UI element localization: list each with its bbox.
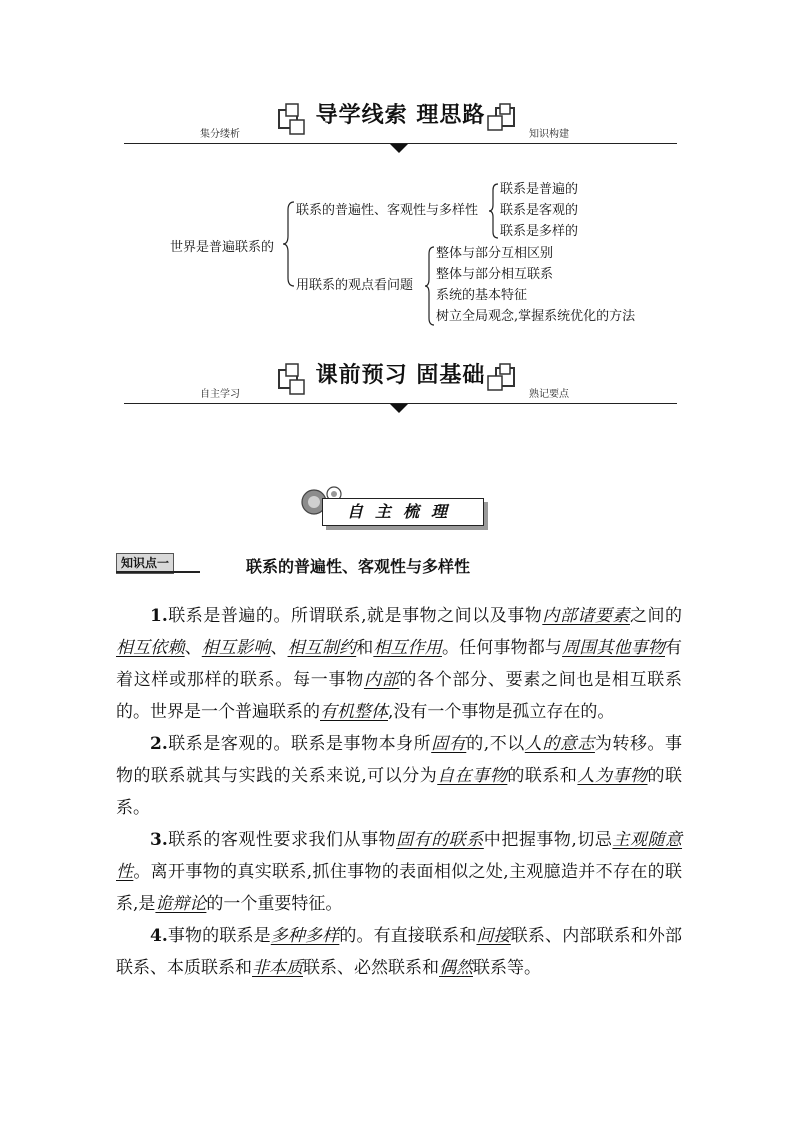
paragraph-text: 和 xyxy=(356,638,374,658)
answer-blank: 人的意志 xyxy=(524,734,595,754)
answer-blank: 固有的联系 xyxy=(396,830,484,850)
paragraph-3 xyxy=(116,824,682,920)
knowledge-point-rule xyxy=(116,571,200,573)
paragraph-text: 联系、必然联系和 xyxy=(303,958,439,978)
paragraph-text: ,没有一个事物是孤立存在的。 xyxy=(388,702,615,722)
answer-blank: 偶然 xyxy=(439,958,473,978)
mindmap-root: 世界是普遍联系的 xyxy=(170,240,275,255)
answer-blank: 内部 xyxy=(363,670,400,690)
paragraph-text: 事物的联系是 xyxy=(167,926,271,946)
section-badge-label: 自主梳理 xyxy=(322,498,484,526)
paragraph-text: 、 xyxy=(184,638,202,658)
answer-blank: 自在事物 xyxy=(437,766,508,786)
answer-blank: 多种多样 xyxy=(270,926,340,946)
paragraph-text: 为转移。事物的联系就其与实践的关系来说,可以分为 xyxy=(116,734,683,786)
answer-blank: 间接 xyxy=(476,926,511,946)
banner-left-subtitle: 自主学习 xyxy=(200,389,240,400)
knowledge-point-tag: 知识点一 xyxy=(116,553,174,574)
brace-icon xyxy=(282,200,296,288)
paragraph-text: 有着这样或那样的联系。每一事物 xyxy=(116,638,682,690)
paragraph-text: 的,不以 xyxy=(466,734,525,754)
paragraph-text: 联系等。 xyxy=(473,958,541,978)
item-number: 2. xyxy=(150,734,168,754)
banner-title: 导学线索 理思路 xyxy=(315,103,486,128)
mindmap-branch-label: 联系的普遍性、客观性与多样性 xyxy=(296,203,479,218)
answer-blank: 人为事物 xyxy=(577,766,648,786)
brace-icon xyxy=(488,182,500,240)
body-text xyxy=(116,600,682,984)
paragraph-1 xyxy=(116,600,682,728)
paragraph-text: 联系、内部联系和外部联系、本质联系和 xyxy=(116,926,683,978)
item-number: 1. xyxy=(150,606,168,626)
answer-blank: 相互影响 xyxy=(201,638,271,658)
answer-blank: 内部诸要素 xyxy=(542,606,630,626)
banner-left-subtitle: 集分缕析 xyxy=(200,129,240,140)
answer-blank: 诡辩论 xyxy=(155,894,207,914)
paragraph-text: 的联系和 xyxy=(507,766,578,786)
section-banner-guide xyxy=(124,100,677,150)
answer-blank: 固有 xyxy=(431,734,467,754)
paragraph-text: 中把握事物,切忌 xyxy=(483,830,613,850)
down-triangle-icon xyxy=(390,144,408,153)
paragraph-text: 联系是客观的。联系是事物本身所 xyxy=(167,734,432,754)
square-ornament-icon xyxy=(484,102,518,136)
square-ornament-icon xyxy=(484,362,518,396)
mindmap-leaf: 联系是客观的 xyxy=(500,203,579,218)
paragraph-text: 、 xyxy=(270,638,288,658)
item-number: 3. xyxy=(150,830,168,850)
answer-blank: 相互制约 xyxy=(287,638,357,658)
paragraph-text: 之间的 xyxy=(629,606,683,626)
brace-icon xyxy=(424,245,436,327)
mindmap-leaf: 联系是多样的 xyxy=(500,224,579,239)
paragraph-text: 。离开事物的真实联系,抓住事物的表面相似之处,主观臆造并不存在的联系,是 xyxy=(116,862,682,914)
mindmap-leaf: 系统的基本特征 xyxy=(436,288,528,303)
paragraph-text: 。任何事物都与 xyxy=(441,638,563,658)
knowledge-point-title: 联系的普遍性、客观性与多样性 xyxy=(246,557,471,576)
paragraph-text: 的联系。 xyxy=(116,766,683,818)
item-number: 4. xyxy=(150,926,168,946)
answer-blank: 有机整体 xyxy=(320,702,388,722)
paragraph-text: 的。有直接联系和 xyxy=(339,926,477,946)
down-triangle-icon xyxy=(390,404,408,413)
section-banner-preview xyxy=(124,360,677,410)
paragraph-2 xyxy=(116,728,682,824)
paragraph-text: 的一个重要特征。 xyxy=(206,894,343,914)
banner-right-subtitle: 熟记要点 xyxy=(529,389,569,400)
paragraph-text: 联系是普遍的。所谓联系,就是事物之间以及事物 xyxy=(167,606,543,626)
banner-right-subtitle: 知识构建 xyxy=(529,129,569,140)
answer-blank: 主观随意性 xyxy=(116,830,683,882)
paragraph-text: 的各个部分、要素之间也是相互联系的。世界是一个普遍联系的 xyxy=(116,670,683,722)
answer-blank: 非本质 xyxy=(252,958,303,978)
answer-blank: 相互作用 xyxy=(373,638,442,658)
section-badge xyxy=(300,480,490,530)
banner-title: 课前预习 固基础 xyxy=(315,363,486,388)
paragraph-4 xyxy=(116,920,682,984)
mindmap-leaf: 整体与部分相互联系 xyxy=(436,267,554,282)
answer-blank: 周围其他事物 xyxy=(562,638,665,658)
mindmap-leaf: 联系是普遍的 xyxy=(500,182,579,197)
answer-blank: 相互依赖 xyxy=(116,638,185,658)
mindmap-leaf: 整体与部分互相区别 xyxy=(436,246,554,261)
paragraph-text: 联系的客观性要求我们从事物 xyxy=(167,830,397,850)
mindmap-branch-label: 用联系的观点看问题 xyxy=(296,278,414,293)
mindmap-leaf: 树立全局观念,掌握系统优化的方法 xyxy=(436,309,636,324)
